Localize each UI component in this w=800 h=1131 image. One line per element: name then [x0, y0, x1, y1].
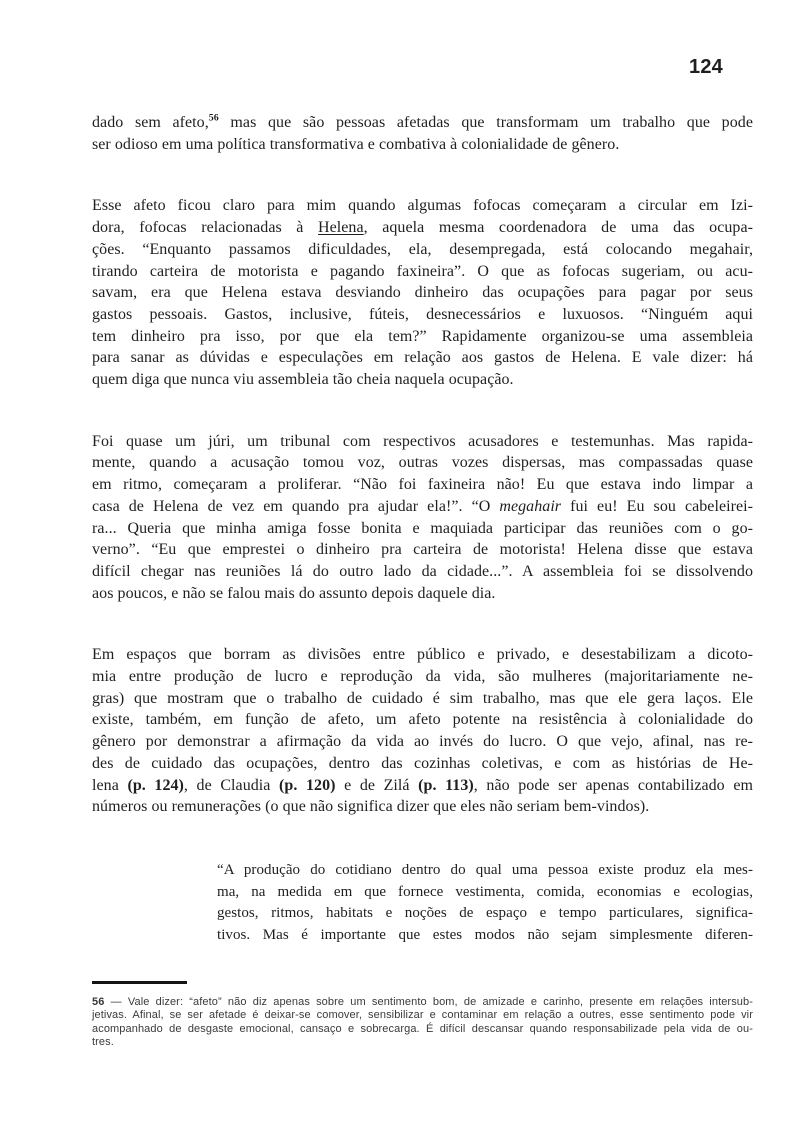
- text-line: ma, na medida em que fornece vestimenta, comida, economias e ecologias,: [217, 883, 753, 900]
- text-line: tem dinheiro pra isso, por que ela tem?” Rapidamente organizou-se uma assembleia: [92, 327, 753, 345]
- text-line: Foi quase um júri, um tribunal com respectivos acusadores e testemunhas. Mas rapida-: [92, 432, 753, 450]
- text-line: casa de Helena de vez em quando pra ajudar ela!”. “O megahair fui eu! Eu sou cabeleirei-: [92, 497, 753, 515]
- page-number: 124: [689, 56, 723, 78]
- text-line: verno”. “Eu que emprestei o dinheiro pra carteira de motorista! Helena disse que estava: [92, 541, 753, 559]
- footnote-56: [92, 996, 753, 1050]
- body-paragraph-4: [92, 644, 753, 818]
- text-line: acompanhado de desgaste emocional, cansaço e sobrecarga. É difícil descansar quando responsabilizade pela vida de ou-: [92, 1022, 753, 1035]
- text-line: gênero por demonstrar a afirmação da vida ao invés do lucro. O que vejo, afinal, nas re-: [92, 733, 753, 751]
- text-line: “A produção do cotidiano dentro do qual uma pessoa existe produz ela mes-: [217, 861, 753, 878]
- text-line: des de cuidado das ocupações, dentro das cozinhas coletivas, e com as histórias de He-: [92, 754, 753, 772]
- text-line: tivos. Mas é importante que estes modos não sejam simplesmente diferen-: [217, 927, 753, 944]
- text-line: ções. “Enquanto passamos dificuldades, ela, desempregada, está colocando megahair,: [92, 240, 753, 258]
- text-line: dado sem afeto,$^{56}$ mas que são pessoas afetadas que transformam um trabalho que pode: [92, 112, 753, 131]
- body-paragraph-2: [92, 195, 753, 390]
- text-line: tirando carteira de motorista e pagando faxineira”. O que as fofocas sugeriam, ou acu-: [92, 262, 753, 280]
- text-line: 56 — Vale dizer: “afeto” não diz apenas sobre um sentimento bom, de amizade e carinho, presente em relações intersub-: [92, 995, 753, 1008]
- body-paragraph-1: [92, 112, 753, 155]
- text-line: mia entre produção de lucro e reprodução da vida, são mulheres (majoritariamente ne-: [92, 668, 753, 686]
- text-line: em ritmo, começaram a proliferar. “Não foi faxineira não! Eu que estava indo limpar a: [92, 476, 753, 494]
- text-line: Em espaços que borram as divisões entre público e privado, e desestabilizam a dicoto-: [92, 646, 753, 664]
- text-line: difícil chegar nas reuniões lá do outro lado da cidade...”. A assembleia foi se dissolvendo: [92, 562, 753, 580]
- page-content: [92, 112, 753, 1049]
- text-line: ra... Queria que minha amiga fosse bonita e maquiada participar das reuniões com o go-: [92, 519, 753, 537]
- text-line: lena (p. 124), de Claudia (p. 120) e de Zilá (p. 113), não pode ser apenas contabilizado em: [92, 776, 753, 794]
- text-line: ser odioso em uma política transformativa e combativa à colonialidade de gênero.: [92, 135, 620, 153]
- text-line: tres.: [92, 1036, 114, 1049]
- text-line: gastos pessoais. Gastos, inclusive, fúteis, desnecessários e luxuosos. “Ninguém aqui: [92, 305, 753, 323]
- text-line: Esse afeto ficou claro para mim quando algumas fofocas começaram a circular em Izi-: [92, 197, 753, 215]
- block-quote: [217, 860, 753, 947]
- footnote-divider: [92, 981, 187, 984]
- text-line: gestos, ritmos, habitats e noções de espaço e tempo particulares, significa-: [217, 905, 753, 922]
- text-line: para sanar as dúvidas e especulações em relação aos gastos de Helena. E vale dizer: há: [92, 349, 753, 367]
- text-line: aos poucos, e não se falou mais do assunto depois daquele dia.: [92, 584, 496, 602]
- text-line: existe, também, em função de afeto, um afeto potente na resistência à colonialidade do: [92, 711, 753, 729]
- text-line: mente, quando a acusação tomou voz, outras vozes dispersas, mas compassadas quase: [92, 454, 753, 472]
- text-line: números ou remunerações (o que não significa dizer que eles não seriam bem-vindos).: [92, 798, 650, 816]
- text-line: jetivas. Afinal, se ser afetade é deixar-se comover, sensibilizar e contaminar em relação a outres, esse sentimento pode vir: [92, 1009, 753, 1022]
- text-line: dora, fofocas relacionadas à Helena, aquela mesma coordenadora de uma das ocupa-: [92, 219, 753, 237]
- text-line: savam, era que Helena estava desviando dinheiro das ocupações para pagar por seus: [92, 284, 753, 302]
- text-line: gras) que mostram que o trabalho de cuidado é sim trabalho, mas que ele gera laços. Ele: [92, 689, 753, 707]
- text-line: quem diga que nunca viu assembleia tão cheia naquela ocupação.: [92, 371, 514, 389]
- body-paragraph-3: [92, 431, 753, 605]
